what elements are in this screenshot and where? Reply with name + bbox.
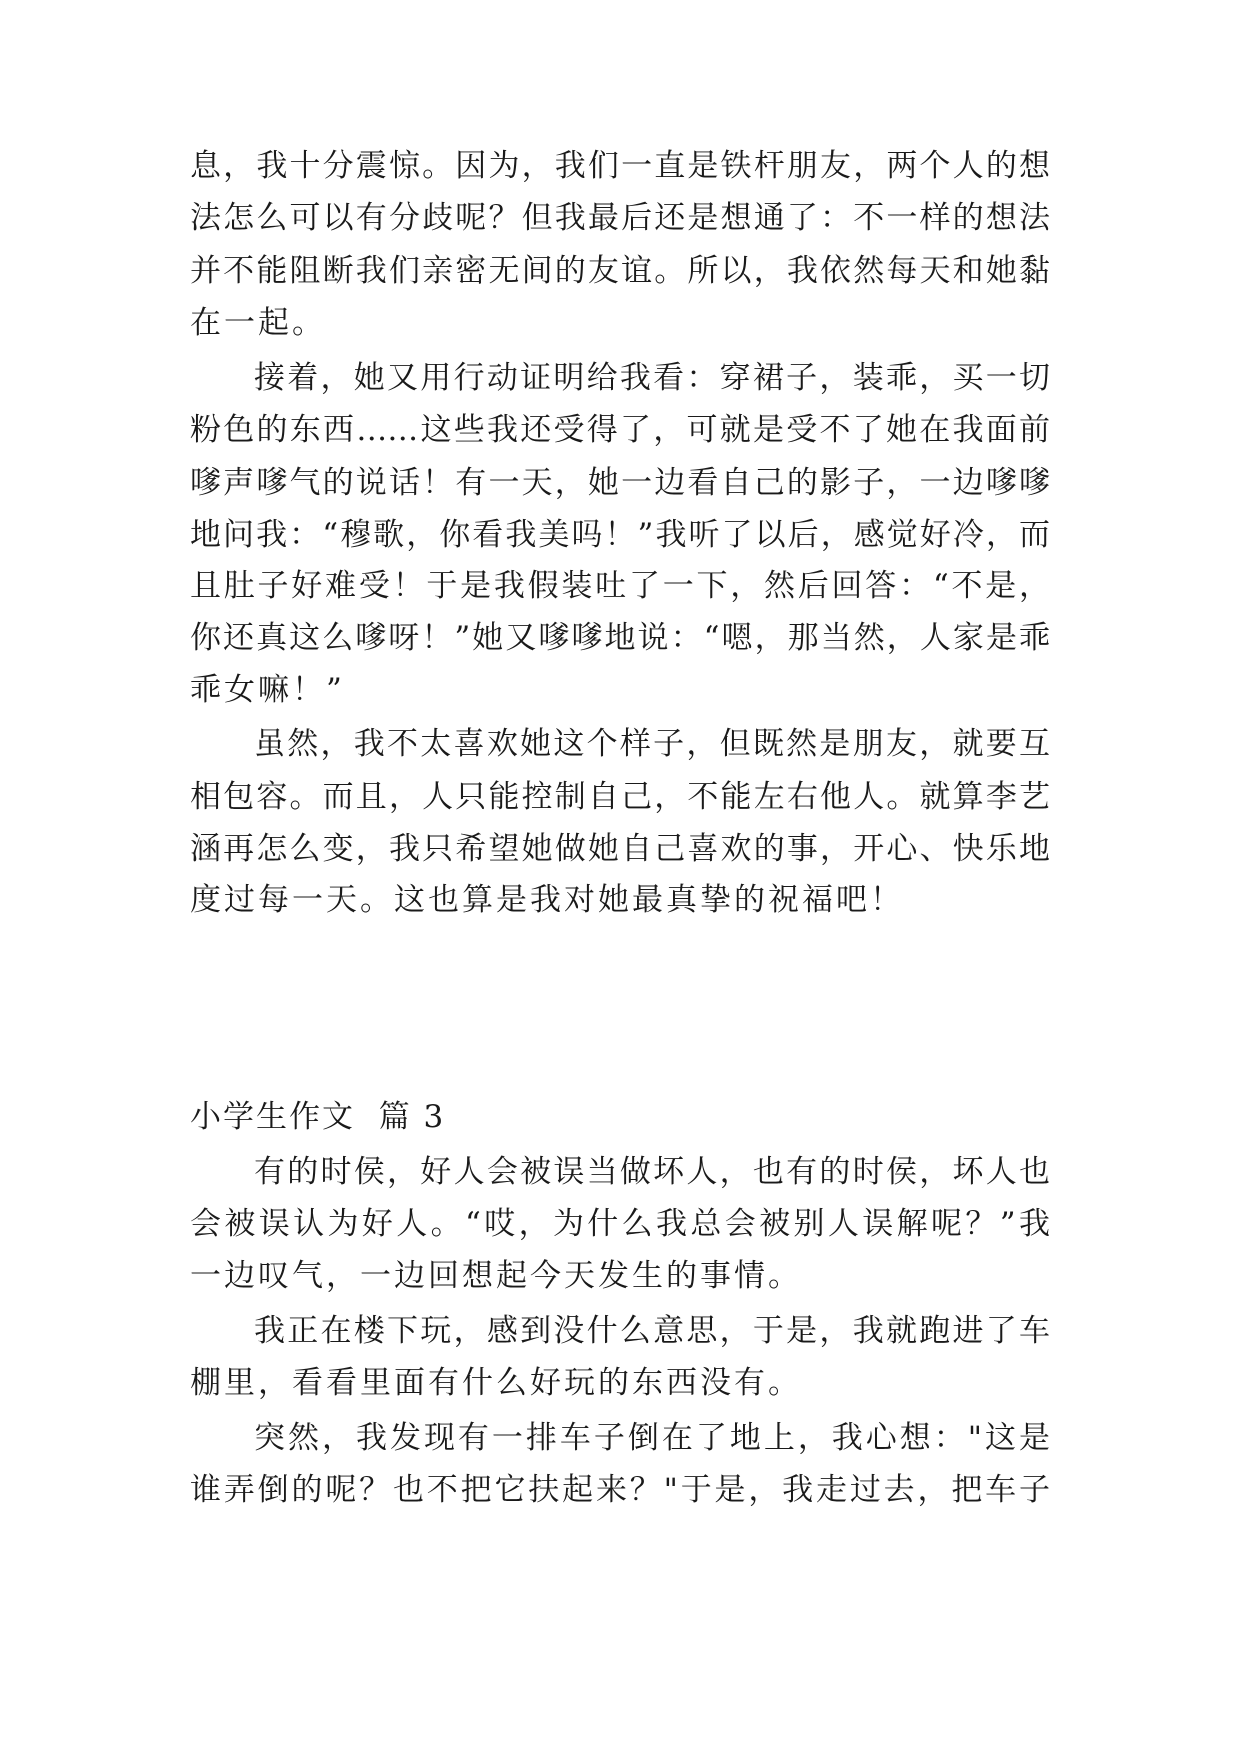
text-line: 度过每一天。这也算是我对她最真挚的祝福吧！ bbox=[190, 882, 904, 918]
text-line: 接着，她又用行动证明给我看：穿裙子，装乖，买一切 bbox=[254, 360, 1050, 396]
text-line: 且肚子好难受！于是我假装吐了一下，然后回答：“不是， bbox=[190, 568, 1050, 604]
text-line: 会被误认为好人。“哎，为什么我总会被别人误解呢？”我 bbox=[190, 1206, 1050, 1242]
text-line: 地问我：“穆歌，你看我美吗！”我听了以后，感觉好冷，而 bbox=[190, 517, 1050, 553]
text-line: 我正在楼下玩，感到没什么意思，于是，我就跑进了车 bbox=[254, 1313, 1050, 1349]
text-line: 在一起。 bbox=[190, 305, 326, 341]
text-line: 涵再怎么变，我只希望她做她自己喜欢的事，开心、快乐地 bbox=[190, 831, 1050, 867]
text-line: 乖女嘛！” bbox=[190, 672, 345, 708]
text-line: 并不能阻断我们亲密无间的友谊。所以，我依然每天和她黏 bbox=[190, 253, 1050, 289]
text-line: 粉色的东西……这些我还受得了，可就是受不了她在我面前 bbox=[190, 412, 1050, 448]
text-line: 虽然，我不太喜欢她这个样子，但既然是朋友，就要互 bbox=[254, 726, 1050, 762]
text-line: 有的时侯，好人会被误当做坏人，也有的时侯，坏人也 bbox=[254, 1154, 1050, 1190]
text-line: 息，我十分震惊。因为，我们一直是铁杆朋友，两个人的想 bbox=[190, 148, 1050, 184]
section-heading: 小学生作文 篇 3 bbox=[190, 1099, 446, 1135]
text-line: 突然，我发现有一排车子倒在了地上，我心想："这是 bbox=[254, 1420, 1050, 1456]
text-line: 相包容。而且，人只能控制自己，不能左右他人。就算李艺 bbox=[190, 779, 1050, 815]
text-line: 法怎么可以有分歧呢？但我最后还是想通了：不一样的想法 bbox=[190, 200, 1050, 236]
text-line: 谁弄倒的呢？也不把它扶起来？"于是，我走过去，把车子 bbox=[190, 1472, 1050, 1508]
text-line: 嗲声嗲气的说话！有一天，她一边看自己的影子，一边嗲嗲 bbox=[190, 465, 1050, 501]
text-line: 棚里，看看里面有什么好玩的东西没有。 bbox=[190, 1365, 802, 1401]
text-line: 一边叹气，一边回想起今天发生的事情。 bbox=[190, 1258, 802, 1294]
text-line: 你还真这么嗲呀！”她又嗲嗲地说：“嗯，那当然，人家是乖 bbox=[190, 620, 1050, 656]
